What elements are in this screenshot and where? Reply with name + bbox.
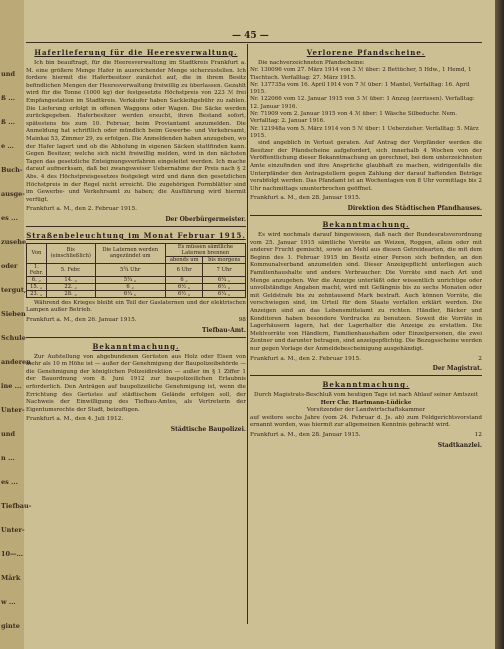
bekannt3-role: Vorsitzender der Landwirtschaftskammer	[306, 407, 426, 414]
lighting-cell: 6¼ „	[203, 290, 246, 297]
lighting-row	[27, 290, 246, 297]
right-column	[250, 44, 482, 584]
bekannt2-section	[250, 220, 482, 372]
bekannt3-body: auf weitere sechs Jahre (vom 24. Februar d. Js. ab) zum Feldgerichtsvorstand ernannt worden, was hiermit zur allgemeinen Kenntnis gebracht wird.	[250, 414, 482, 429]
col-brennen: Es müssen sämtliche Laternen brennen	[165, 243, 245, 256]
margin-fragment: es ...	[1, 214, 18, 222]
bekannt3-name: Herr Chr. Hartmann-Lüdicke	[320, 399, 412, 406]
lighting-cell: 1. Febr.	[27, 263, 47, 276]
pfand-body: sind angeblich in Verlust geraten. Auf Antrag der Verpfänder werden die Besitzer der Pfandscheine aufgefordert, sich innerhalb 4 Wochen von der Veröffentlichung dieser Bekanntmachung an gerechnet, bei dem unterzeichneten Amte einzufinden und ihre Ansprüche glaubhaft zu machen, widrigenfalls die Unterpfänder den Antragstellern gegen Zahlung der darauf haftenden Beträge verabfolgt werden. Das Pfandamt ist an Wochentagen von 8 Uhr vormittags bis 2 Uhr nachmittags ununterbrochen geöffnet.	[250, 140, 482, 192]
margin-fragment: n ...	[1, 454, 15, 462]
margin-fragment: und	[1, 430, 15, 438]
margin-fragment: Buch-	[1, 166, 23, 174]
bekannt1-place-date: Frankfurt a. M., den 4. Juli 1912.	[26, 416, 124, 423]
lighting-cell: 22. „	[46, 283, 95, 290]
lighting-cell: 6. „	[27, 276, 47, 283]
bekannt3-section	[250, 380, 482, 449]
left-margin-strip	[0, 0, 32, 649]
left-column	[26, 44, 246, 629]
pfand-item: Nr. 137735a vom 16. April 1914 von 7 ℳ über: 1 Mantel, Verfalltag: 16. April 1915.	[250, 81, 470, 96]
bekannt3-footer	[250, 432, 482, 440]
margin-fragment: anderen	[1, 358, 31, 366]
col-angezuendet: Die Laternen werden angezündet um	[95, 243, 165, 263]
margin-fragment: ausge-	[1, 190, 25, 198]
margin-fragment: Unter-	[1, 406, 25, 414]
margin-fragment: es ...	[1, 478, 18, 486]
bekannt1-section	[26, 342, 246, 433]
pfand-footer	[250, 195, 482, 203]
margin-fragment: Schule	[1, 334, 26, 342]
lighting-row	[27, 276, 246, 283]
lighting-cell: 15. „	[27, 283, 47, 290]
pfand-item: Nr. 121948a vom 5. März 1914 von 5 ℳ über: 1 Ueberzieher. Verfalltag: 5. März 1915.	[250, 125, 479, 139]
pfand-title: Verlorene Pfandscheine.	[306, 48, 426, 57]
hafer-title: Haferlieferung für die Heeresverwaltung.	[34, 48, 238, 57]
separator	[250, 375, 482, 376]
lighting-cell: 5. Febr.	[46, 263, 95, 276]
lighting-cell: 6 Uhr	[165, 263, 203, 276]
bekannt1-title: Bekanntmachung.	[92, 341, 180, 351]
lighting-table	[26, 243, 246, 298]
margin-fragment: zusehe	[1, 238, 27, 246]
margin-fragment: ginte	[1, 622, 20, 630]
bekannt2-signature: Der Magistrat.	[432, 365, 482, 373]
bekannt1-body: Zur Aufstellung von abgebundenen Gerüsten aus Holz oder Eisen von mehr als 10 m Höhe ist — außer der Genehmigung der Baupolizeibehörde — die Genehmigung der königlichen Polizeidirektion — außer im § 1 Ziffer 1 der Bauordnung vom 8. Juni 1912 zur baupolizeilichen Erlaubnis erforderlich. Den Anträgen auf baupolizeiliche Genehmigung ist, wenn die Errichtung des Gerüstes auf städtischem Gelände erfolgen soll, der Nachweis der Einwilligung des Tiefbau-Amtes, als Vertreterin der Eigentumsrechte der Stadt, beizufügen.	[26, 353, 246, 413]
strassen-signature: Tiefbau-Amt.	[202, 326, 246, 334]
lighting-cell: 5¾ „	[95, 276, 165, 283]
lighting-cell: 6¾ „	[203, 276, 246, 283]
hafer-place-date: Frankfurt a. M., den 2. Februar 1915.	[26, 206, 138, 213]
bekannt2-title: Bekanntmachung.	[322, 220, 410, 230]
lighting-row	[27, 263, 246, 276]
separator	[250, 215, 482, 216]
lighting-cell: 6½ „	[165, 290, 203, 297]
hafer-body: Ich bin beauftragt, für die Heeresverwaltung im Stadtkreis Frankfurt a. M. eine größere Menge Hafer in ausreichender Menge sicherzustellen. Ich fordere hiermit die Haferbesitzer zunächst auf, die in ihrem Besitz befindlichen Mengen der Heeresverwaltung freiwillig zu überlassen. Gezahlt wird für die Tonne (1000 kg) der festgesetzte Höchstpreis von 223 ℳ frei Empfangsstation im Stadtkreis. Verkäufer haben Sackleihgebühr zu zahlen. Die Lieferung erfolgt in offenen Waggons oder Wagen. Die Säcke werden zurückgegeben. Haferbesitzer werden ersucht, ihren Bestand sofort, spätestens bis zum 10. Februar, beim Proviantamt anzumelden. Die Anmeldung hat schriftlich oder mündlich beim Gewerbe- und Verkehrsamt, Mainkai 53, Zimmer 29, zu erfolgen. Die Anmeldenden haben anzugeben, wo der Hafer lagert und ob die Abholung in eigenen Säcken stattfinden kann. Gegen Besitzer, welche sich nicht freiwillig melden, wird in den nächsten Tagen das gesetzliche Enteignungsverfahren eingeleitet werden. Ich mache darauf aufmerksam, daß bei zwangsweiser Uebernahme der Preis nach § 2 Abs. 4 des Höchstpreisgesetzes festgelegt wird und dann den gesetzlichen Höchstpreis in der Regel nicht erreicht. Die zugehörigen Formblätter sind im Gewerbe- und Verkehrsamt zu haben; die Ausführung wird hiermit verfügt.	[26, 60, 246, 203]
col-morgens: bis morgens	[203, 256, 246, 263]
margin-fragment: ß ...	[1, 94, 15, 102]
bekannt2-ref: 2	[478, 355, 482, 362]
margin-fragment: Märk	[1, 574, 21, 582]
bekannt3-place-date: Frankfurt a. M., den 28. Januar 1915.	[250, 432, 361, 439]
pfand-signature: Direktion des Städtischen Pfandhauses.	[347, 205, 482, 213]
bekannt3-ref: 12	[474, 432, 482, 439]
margin-fragment: ß ...	[1, 118, 15, 126]
pfand-section	[250, 48, 482, 212]
lighting-cell: 6 „	[95, 283, 165, 290]
col-von: Von	[27, 243, 47, 263]
page-number: — 45 —	[232, 31, 269, 41]
margin-fragment: und	[1, 70, 15, 78]
margin-fragment: ine ...	[1, 382, 22, 390]
bekannt1-signature: Städtische Baupolizei.	[170, 426, 246, 433]
margin-fragment: Tiefbau-	[1, 502, 32, 510]
hafer-footer	[26, 206, 246, 214]
strassen-section	[26, 231, 246, 334]
strassen-title: Straßenbeleuchtung im Monat Februar 1915.	[26, 230, 246, 240]
lighting-cell: 6¼ „	[95, 290, 165, 297]
lighting-cell: 28. „	[46, 290, 95, 297]
bekannt2-body: Es wird nochmals darauf hingewiesen, daß nach der Bundesratsverordnung vom 25. Januar 1915 sämtliche Vorräte an Weizen, Roggen, allein oder mit anderer Frucht gemischt, sowie an Mehl aus diesen Getreidearten, die mit dem Beginn des 1. Februar 1915 im Besitz einer Person sich befinden, an den Kommunalverband anzumelden sind. Dieser Anzeigepflicht unterliegen auch Familienhaushalte und andere Verbraucher. Die Vorräte sind nach Art und Menge anzugeben. Wer die Anzeige unterläßt oder wissentlich unrichtige oder unvollständige Angaben macht, wird mit Gefängnis bis zu sechs Monaten oder mit Geldstrafe bis zu zehntausend Mark bestraft. Auch können Vorräte, die verschwiegen sind, im Urteil für dem Staate verfallen erklärt werden. Die Anzeigen sind an das Lebensmittelamt zu richten. Händler, Bäcker und Konditoren haben besondere Vordrucke zu benutzen. Soweit die Vorräte in Lagerhäusern lagern, hat der Lagerhalter die Anzeige zu erstatten. Die Mehlvorräte von Händlern, Familienhaushalten oder Einzelpersonen, die zwei Zentner und darunter betragen, sind anzeigepflichtig. Die Bezugsscheine werden nur gegen Vorlage der Anmeldebescheinigung ausgehändigt.	[250, 232, 482, 352]
pfand-item: Nr. 130096 vom 27. März 1914 von 3 ℳ über: 2 Bettücher, 5 Hdw., 1 Hemd, 1 Tischtuch. Verfalltag: 27. März 1915.	[250, 67, 472, 81]
lighting-cell: 5¾ Uhr	[95, 263, 165, 276]
page-edge-shadow	[495, 0, 504, 649]
margin-fragment: oder	[1, 262, 18, 270]
bekannt2-footer	[250, 356, 482, 364]
pfand-list	[250, 67, 482, 140]
bekannt3-intro: Durch Magistrats-Beschluß vom heutigen Tage ist nach Ablauf seiner Amtszeit	[254, 392, 478, 399]
bekannt2-place-date: Frankfurt a. M., den 2. Februar 1915.	[250, 355, 362, 362]
col-bis: Bis (einschließlich)	[46, 243, 95, 263]
column-divider	[247, 44, 248, 624]
pfand-item: Nr. 71909 vom 2. Januar 1915 von 4 ℳ über: 1 Wäsche Silbeduchr. Nem. Verfalltag: 2. Januar 1916.	[250, 111, 457, 125]
margin-fragment: w ...	[1, 598, 16, 606]
margin-fragment: 10—…	[1, 550, 24, 558]
lighting-row	[27, 283, 246, 290]
lighting-cell: 7 Uhr	[203, 263, 246, 276]
lighting-cell: 14. „	[46, 276, 95, 283]
pfand-place-date: Frankfurt a. M., den 28. Januar 1915.	[250, 195, 361, 202]
lighting-header-row	[27, 243, 246, 256]
margin-fragment: Sieben	[1, 310, 26, 318]
lighting-cell: 6 „	[165, 276, 203, 283]
bekannt3-signature: Stadtkanzlei.	[437, 441, 482, 449]
margin-fragment: e …	[1, 142, 14, 150]
separator	[26, 226, 246, 227]
margin-fragment: Unter-	[1, 526, 25, 534]
lighting-cell: 6½ „	[165, 283, 203, 290]
strassen-note: Während des Krieges bleibt ein Teil der Gaslaternen und der elektrischen Lampen außer Betrieb.	[26, 299, 246, 314]
lighting-cell: 6½ „	[203, 283, 246, 290]
col-abends: abends um	[165, 256, 203, 263]
strassen-place-date: Frankfurt a. M., den 26. Januar 1915.	[26, 317, 137, 324]
lighting-body	[27, 263, 246, 297]
strassen-footer	[26, 317, 246, 325]
hafer-section	[26, 48, 246, 223]
bekannt3-title: Bekanntmachung.	[322, 380, 410, 390]
pfand-item: Nr. 122066 vom 12. Januar 1915 von 3 ℳ über: 1 Anzug (zerrissen). Verfalltag: 12. Januar 1916.	[250, 96, 475, 110]
separator	[26, 337, 246, 338]
strassen-ref: 98	[238, 317, 246, 324]
hafer-signature: Der Oberbürgermeister.	[165, 215, 246, 223]
top-rule	[26, 42, 482, 43]
bekannt1-footer	[26, 416, 246, 424]
margin-fragment: tergut,	[1, 286, 27, 294]
lighting-cell: 23. „	[27, 290, 47, 297]
pfand-intro: Die nachverzeichneten Pfandscheine:	[258, 60, 365, 66]
